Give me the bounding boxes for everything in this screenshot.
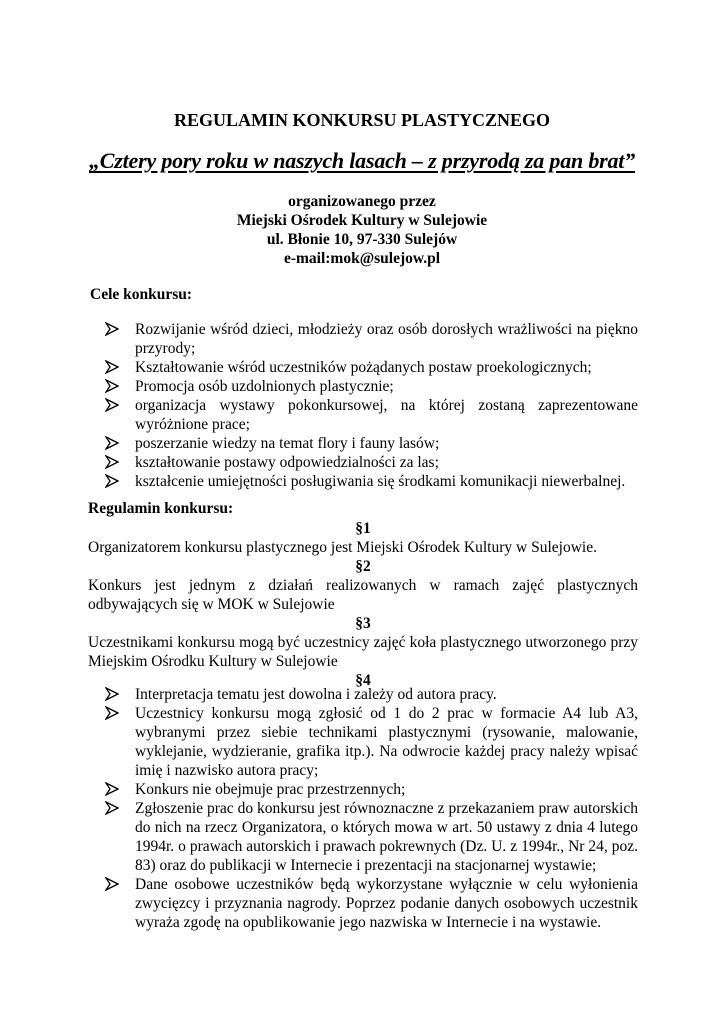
arrow-bullet-icon <box>105 801 119 815</box>
list-item <box>105 320 638 358</box>
list-item <box>105 358 638 377</box>
goal-text: Kształtowanie wśród uczestników pożądanych postaw proekologicznych; <box>135 359 592 376</box>
paragraph-mark: §2 <box>355 558 371 575</box>
arrow-bullet-icon <box>105 398 119 412</box>
rule-3-text: Uczestnikami konkursu mogą być uczestnicy zajęć koła plastycznego utworzonego przy Miejskim Ośrodku Kultury w Sulejowie <box>88 634 638 670</box>
list-item <box>105 799 638 875</box>
organizer-intro: organizowanego przez <box>288 193 436 210</box>
goal-text: Promocja osób uzdolnionych plastycznie; <box>135 378 394 395</box>
list-item <box>105 780 638 799</box>
rules-body <box>88 519 638 690</box>
goals-heading: Cele konkursu: <box>90 286 193 303</box>
arrow-bullet-icon <box>105 379 119 393</box>
list-item <box>105 453 638 472</box>
paragraph-mark: §3 <box>355 615 371 632</box>
rules-heading: Regulamin konkursu: <box>88 500 234 517</box>
arrow-bullet-icon <box>105 782 119 796</box>
list-item <box>105 704 638 780</box>
rule-2-text: Konkurs jest jednym z działań realizowanych w ramach zajęć plastycznych odbywających się w MOK w Sulejowie <box>88 577 638 613</box>
arrow-bullet-icon <box>105 455 119 469</box>
rule-text: Zgłoszenie prac do konkursu jest równoznaczne z przekazaniem praw autorskich do nich na rzecz Organizatora, o których mowa w art. 50 ustawy z dnia 4 lutego 1994r. o prawach autorskich i prawach pokrewnych (Dz. U. z 1994r., Nr 24, poz. 83) oraz do publikacji w Internecie i prezentacji na stacjonarnej wystawie; <box>135 800 638 874</box>
paragraph-mark: §1 <box>355 520 371 537</box>
list-item <box>105 875 638 932</box>
organizer-name: Miejski Ośrodek Kultury w Sulejowie <box>236 212 488 229</box>
organizer-address: ul. Błonie 10, 97-330 Sulejów <box>266 231 458 248</box>
list-item <box>105 434 638 453</box>
rule-text: Konkurs nie obejmuje prac przestrzennych; <box>135 781 406 798</box>
arrow-bullet-icon <box>105 360 119 374</box>
goal-text: organizacja wystawy pokonkursowej, na której zostaną zaprezentowane wyróżnione prace; <box>135 397 638 433</box>
contest-theme-subtitle: „Cztery pory roku w naszych lasach – z przyrodą za pan brat” <box>88 148 635 173</box>
rule-4-list <box>105 685 638 932</box>
list-item <box>105 396 638 434</box>
list-item <box>105 472 638 491</box>
rule-text: Dane osobowe uczestników będą wykorzystane wyłącznie w celu wyłonienia zwycięzcy i przyznania nagrody. Poprzez podanie danych osobowych uczestnik wyraża zgodę na opublikowanie jego nazwiska w Internecie i na wystawie. <box>135 876 638 931</box>
paragraph-mark: §4 <box>355 672 371 689</box>
goal-text: poszerzanie wiedzy na temat flory i fauny lasów; <box>135 435 440 452</box>
goal-text: Rozwijanie wśród dzieci, młodzieży oraz osób dorosłych wrażliwości na piękno przyrody; <box>135 321 638 357</box>
rule-text: Interpretacja tematu jest dowolna i zależy od autora pracy. <box>135 686 497 703</box>
arrow-bullet-icon <box>105 706 119 720</box>
arrow-bullet-icon <box>105 474 119 488</box>
arrow-bullet-icon <box>105 436 119 450</box>
organizer-block <box>0 192 724 268</box>
list-item <box>105 377 638 396</box>
arrow-bullet-icon <box>105 322 119 336</box>
arrow-bullet-icon <box>105 687 119 701</box>
rule-1-text: Organizatorem konkursu plastycznego jest Miejski Ośrodek Kultury w Sulejowie. <box>88 539 597 556</box>
organizer-email: e-mail:mok@sulejow.pl <box>283 250 441 267</box>
arrow-bullet-icon <box>105 877 119 891</box>
goal-text: kształtowanie postawy odpowiedzialności za las; <box>135 454 439 471</box>
goals-list <box>105 320 638 491</box>
list-item <box>105 685 638 704</box>
document-title: REGULAMIN KONKURSU PLASTYCZNEGO <box>173 110 551 130</box>
goal-text: kształcenie umiejętności posługiwania się środkami komunikacji niewerbalnej. <box>135 473 626 490</box>
rule-text: Uczestnicy konkursu mogą zgłosić od 1 do 2 prac w formacie A4 lub A3, wybranymi przez siebie technikami plastycznymi (rysowanie, malowanie, wyklejanie, wydzieranie, grafika itp.). Na odwrocie każdej pracy należy wpisać imię i nazwisko autora pracy; <box>135 705 638 779</box>
